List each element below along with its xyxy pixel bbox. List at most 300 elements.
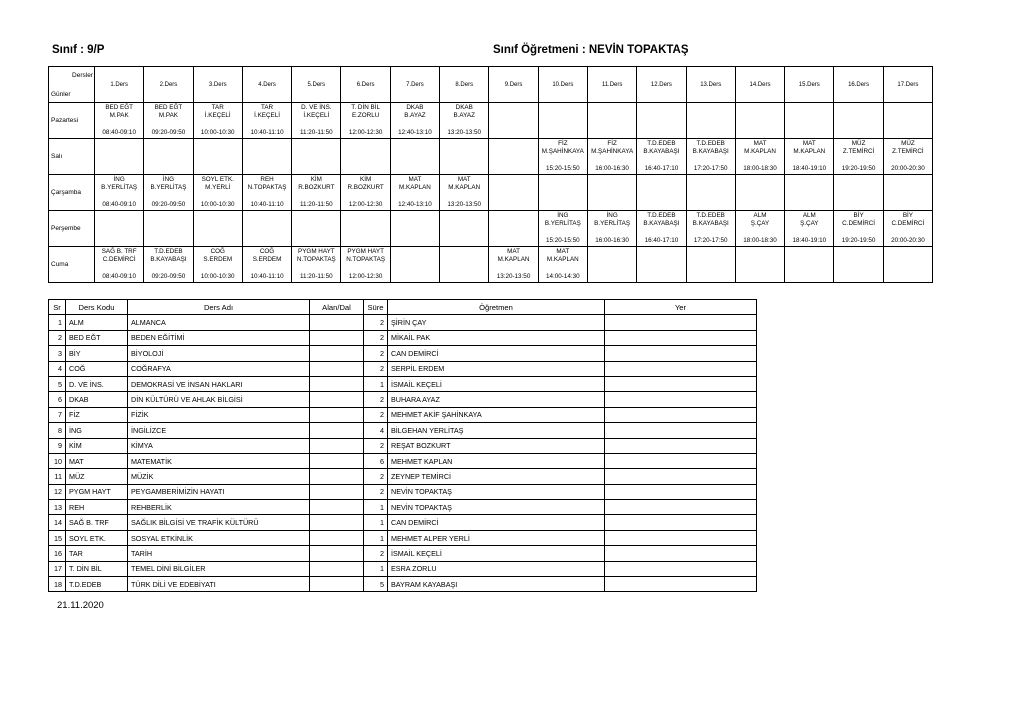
lesson-content: [194, 103, 242, 138]
course-code: REH: [66, 500, 128, 515]
course-row: [49, 361, 757, 376]
lesson-time: 15:20-15:50: [546, 165, 580, 173]
course-duration: 1: [364, 500, 388, 515]
lesson-content: [785, 175, 833, 210]
course-area: [310, 453, 364, 468]
course-row: [49, 346, 757, 361]
lesson-cell: [390, 247, 439, 283]
lesson-cell: [489, 103, 538, 139]
lesson-subject: KİM: [360, 176, 372, 183]
course-duration: 2: [364, 361, 388, 376]
course-area: [310, 561, 364, 576]
lesson-cell: [95, 139, 144, 175]
course-sr: 17: [49, 561, 66, 576]
lesson-content: [736, 139, 784, 174]
lesson-subject: BED EĞT: [154, 104, 183, 111]
schedule-corner-cell: [49, 67, 95, 103]
lesson-content: [292, 211, 340, 246]
course-area: [310, 361, 364, 376]
lesson-content: [144, 211, 192, 246]
lesson-content: [785, 103, 833, 138]
lesson-cell: [242, 247, 291, 283]
lesson-time: 11:20-11:50: [299, 129, 333, 137]
course-sr: 10: [49, 453, 66, 468]
col-header-place: Yer: [605, 300, 757, 315]
course-duration: 2: [364, 330, 388, 345]
lesson-teacher: B.KAYABAŞI: [643, 219, 680, 227]
lesson-subject: TAR: [211, 104, 224, 111]
lesson-cell: [341, 175, 390, 211]
course-place: [605, 577, 757, 592]
course-name: TEMEL DİNİ BİLGİLER: [128, 561, 310, 576]
course-sr: 5: [49, 376, 66, 391]
course-place: [605, 469, 757, 484]
lesson-content: [637, 103, 685, 138]
lesson-teacher: M.KAPLAN: [546, 255, 579, 263]
course-code: SAĞ B. TRF: [66, 515, 128, 530]
lesson-teacher: Ş.ÇAY: [750, 219, 770, 227]
lesson-cell: [785, 247, 834, 283]
lesson-teacher: N.TOPAKTAŞ: [346, 255, 386, 263]
course-name: ALMANCA: [128, 315, 310, 330]
period-header: 5.Ders: [292, 67, 341, 103]
lesson-content: [489, 103, 537, 138]
lesson-content: [292, 175, 340, 210]
day-row: [49, 211, 933, 247]
lesson-subject: T.D.EDEB: [647, 212, 676, 219]
course-header-row: [49, 300, 757, 315]
lesson-cell: [390, 139, 439, 175]
lesson-content: [292, 247, 340, 282]
lesson-content: [588, 247, 636, 282]
lesson-cell: [95, 211, 144, 247]
lesson-content: [736, 247, 784, 282]
course-teacher: BUHARA AYAZ: [388, 392, 605, 407]
course-duration: 1: [364, 561, 388, 576]
class-title: Sınıf : 9/P: [52, 44, 105, 56]
lesson-time: 17:20-17:50: [693, 165, 728, 173]
lesson-cell: [489, 211, 538, 247]
course-duration: 6: [364, 453, 388, 468]
course-code: T. DİN BİL: [66, 561, 128, 576]
course-row: [49, 469, 757, 484]
day-row: [49, 247, 933, 283]
lesson-cell: [144, 247, 193, 283]
course-code: TAR: [66, 546, 128, 561]
period-header: 6.Ders: [341, 67, 390, 103]
course-place: [605, 515, 757, 530]
course-code: COĞ: [66, 361, 128, 376]
print-date: 21.11.2020: [57, 600, 104, 611]
lesson-time: 18:40-19:10: [792, 165, 827, 173]
lesson-time: 09:20-09:50: [151, 273, 186, 281]
lesson-teacher: M.PAK: [109, 111, 129, 119]
course-place: [605, 530, 757, 545]
period-header: 14.Ders: [735, 67, 784, 103]
lesson-content: [341, 103, 389, 138]
course-duration: 2: [364, 484, 388, 499]
lesson-content: [440, 247, 488, 282]
lesson-subject: BED EĞT: [105, 104, 133, 111]
lesson-content: [144, 139, 192, 174]
lesson-subject: T.D.EDEB: [696, 140, 725, 147]
lesson-content: [637, 175, 685, 210]
lesson-content: [637, 139, 685, 174]
course-area: [310, 546, 364, 561]
lesson-content: [588, 103, 636, 138]
lesson-content: [489, 211, 537, 246]
course-name: TÜRK DİLİ VE EDEBİYATI: [128, 577, 310, 592]
lesson-time: 10:00-10:30: [200, 273, 235, 281]
lesson-subject: DKAB: [455, 104, 473, 111]
lesson-cell: [292, 103, 341, 139]
period-header: 11.Ders: [587, 67, 636, 103]
lesson-time: 10:40-11:10: [250, 129, 284, 137]
lesson-time: 10:40-11:10: [250, 201, 284, 209]
col-header-teacher: Öğretmen: [388, 300, 605, 315]
course-code: D. VE İNS.: [66, 376, 128, 391]
course-code: FİZ: [66, 407, 128, 422]
lesson-time: 19:20-19:50: [841, 165, 876, 173]
course-code: BİY: [66, 346, 128, 361]
lesson-time: 12:00-12:30: [348, 201, 383, 209]
lesson-time: 10:40-11:10: [250, 273, 284, 281]
lesson-time: 20:00-20:30: [891, 165, 925, 173]
lesson-time: 11:20-11:50: [299, 273, 333, 281]
lesson-teacher: B.YERLİTAŞ: [544, 219, 581, 227]
lesson-cell: [242, 103, 291, 139]
lesson-content: [144, 103, 192, 138]
lesson-cell: [144, 103, 193, 139]
course-name: FİZİK: [128, 407, 310, 422]
lesson-teacher: M.PAK: [158, 111, 179, 119]
lesson-time: 18:00-18:30: [743, 237, 777, 245]
lesson-content: [341, 139, 389, 174]
lesson-time: 12:00-12:30: [348, 129, 383, 137]
lesson-cell: [242, 175, 291, 211]
lesson-cell: [390, 103, 439, 139]
course-area: [310, 500, 364, 515]
period-header: 13.Ders: [686, 67, 735, 103]
course-teacher: NEVİN TOPAKTAŞ: [388, 484, 605, 499]
lesson-subject: İNG: [557, 212, 569, 219]
course-place: [605, 561, 757, 576]
lesson-cell: [587, 211, 636, 247]
lesson-cell: [587, 175, 636, 211]
course-code: DKAB: [66, 392, 128, 407]
lesson-cell: [292, 211, 341, 247]
course-place: [605, 361, 757, 376]
course-row: [49, 438, 757, 453]
course-name: TARİH: [128, 546, 310, 561]
lesson-content: [95, 139, 143, 174]
course-sr: 9: [49, 438, 66, 453]
lesson-content: [243, 139, 291, 174]
course-area: [310, 438, 364, 453]
course-area: [310, 330, 364, 345]
course-code: SOYL ETK.: [66, 530, 128, 545]
lesson-content: [95, 103, 143, 138]
lesson-content: [785, 247, 833, 282]
lesson-content: [243, 211, 291, 246]
course-name: COĞRAFYA: [128, 361, 310, 376]
course-duration: 2: [364, 546, 388, 561]
lesson-cell: [785, 175, 834, 211]
course-place: [605, 376, 757, 391]
lesson-subject: SOYL ETK.: [201, 176, 234, 183]
lesson-content: [884, 211, 932, 246]
col-header-area: Alan/Dal: [310, 300, 364, 315]
lesson-time: 11:20-11:50: [299, 201, 333, 209]
course-sr: 14: [49, 515, 66, 530]
lesson-cell: [587, 247, 636, 283]
lesson-subject: İNG: [162, 176, 175, 183]
lesson-cell: [489, 139, 538, 175]
course-teacher: MEHMET ALPER YERLİ: [388, 530, 605, 545]
course-list-table: [48, 299, 757, 592]
period-header: 2.Ders: [144, 67, 193, 103]
lesson-cell: [440, 175, 489, 211]
lesson-subject: ALM: [753, 212, 767, 219]
lesson-cell: [242, 139, 291, 175]
lesson-content: [194, 247, 242, 282]
course-area: [310, 469, 364, 484]
lesson-cell: [637, 211, 686, 247]
lesson-subject: MAT: [753, 140, 767, 147]
lesson-content: [391, 247, 439, 282]
course-area: [310, 423, 364, 438]
corner-days-label: Günler: [51, 91, 71, 98]
lesson-subject: SAĞ B. TRF: [101, 248, 137, 255]
lesson-content: [539, 103, 587, 138]
course-area: [310, 530, 364, 545]
lesson-cell: [637, 175, 686, 211]
lesson-time: 10:00-10:30: [200, 129, 235, 137]
lesson-cell: [341, 103, 390, 139]
lesson-teacher: Z.TEMİRCİ: [892, 147, 924, 155]
course-place: [605, 423, 757, 438]
lesson-subject: COĞ: [210, 248, 225, 255]
course-sr: 2: [49, 330, 66, 345]
period-header: 3.Ders: [193, 67, 242, 103]
course-place: [605, 438, 757, 453]
lesson-cell: [686, 175, 735, 211]
lesson-content: [588, 175, 636, 210]
lesson-content: [539, 247, 587, 282]
course-row: [49, 515, 757, 530]
lesson-content: [539, 139, 587, 174]
lesson-teacher: B.KAYABAŞI: [692, 147, 729, 155]
day-label: Cuma: [49, 247, 95, 283]
course-place: [605, 330, 757, 345]
lesson-content: [687, 175, 735, 210]
lesson-cell: [538, 103, 587, 139]
course-sr: 16: [49, 546, 66, 561]
course-place: [605, 407, 757, 422]
lesson-subject: TAR: [260, 104, 274, 111]
course-row: [49, 376, 757, 391]
day-row: [49, 103, 933, 139]
course-code: MÜZ: [66, 469, 128, 484]
lesson-time: 08:40-09:10: [102, 273, 136, 281]
lesson-cell: [883, 103, 932, 139]
period-header: 9.Ders: [489, 67, 538, 103]
course-name: SOSYAL ETKİNLİK: [128, 530, 310, 545]
lesson-subject: PYGM HAYT: [347, 248, 384, 255]
lesson-teacher: B.AYAZ: [404, 111, 426, 119]
lesson-content: [834, 175, 882, 210]
lesson-time: 13:20-13:50: [447, 201, 482, 209]
course-name: MATEMATİK: [128, 453, 310, 468]
course-place: [605, 346, 757, 361]
lesson-teacher: İ.KEÇELİ: [303, 111, 330, 119]
lesson-content: [834, 103, 882, 138]
course-row: [49, 561, 757, 576]
day-label: Salı: [49, 139, 95, 175]
lesson-content: [243, 103, 291, 138]
course-sr: 18: [49, 577, 66, 592]
lesson-time: 13:20-13:50: [447, 129, 482, 137]
period-header: 15.Ders: [785, 67, 834, 103]
lesson-cell: [735, 175, 784, 211]
lesson-teacher: M.ŞAHİNKAYA: [541, 147, 584, 155]
lesson-content: [440, 139, 488, 174]
course-code: T.D.EDEB: [66, 577, 128, 592]
course-duration: 1: [364, 530, 388, 545]
lesson-time: 12:40-13:10: [398, 201, 432, 209]
lesson-content: [243, 247, 291, 282]
lesson-subject: MÜZ: [901, 140, 915, 147]
lesson-subject: İNG: [606, 212, 618, 219]
lesson-teacher: C.DEMİRCİ: [891, 219, 925, 227]
course-teacher: CAN DEMİRCİ: [388, 346, 605, 361]
lesson-cell: [587, 139, 636, 175]
lesson-cell: [489, 247, 538, 283]
lesson-cell: [834, 139, 883, 175]
lesson-cell: [341, 247, 390, 283]
course-teacher: BAYRAM KAYABAŞI: [388, 577, 605, 592]
lesson-content: [194, 211, 242, 246]
course-duration: 5: [364, 577, 388, 592]
period-header: 8.Ders: [440, 67, 489, 103]
lesson-time: 16:40-17:10: [644, 165, 679, 173]
lesson-cell: [440, 247, 489, 283]
lesson-subject: MAT: [408, 176, 422, 183]
lesson-cell: [834, 247, 883, 283]
lesson-time: 09:20-09:50: [151, 129, 186, 137]
lesson-subject: MAT: [802, 140, 816, 147]
course-sr: 3: [49, 346, 66, 361]
lesson-teacher: C.DEMİRCİ: [842, 219, 876, 227]
course-area: [310, 515, 364, 530]
lesson-teacher: M.KAPLAN: [744, 147, 776, 155]
lesson-content: [785, 139, 833, 174]
course-place: [605, 500, 757, 515]
lesson-content: [391, 103, 439, 138]
lesson-cell: [883, 211, 932, 247]
lesson-teacher: R.BOZKURT: [298, 183, 335, 191]
lesson-subject: FİZ: [607, 140, 617, 147]
lesson-time: 08:40-09:10: [102, 201, 136, 209]
lesson-content: [785, 211, 833, 246]
lesson-cell: [785, 139, 834, 175]
course-teacher: BİLGEHAN YERLİTAŞ: [388, 423, 605, 438]
course-row: [49, 500, 757, 515]
lesson-time: 10:00-10:30: [200, 201, 235, 209]
period-header: 1.Ders: [95, 67, 144, 103]
course-sr: 8: [49, 423, 66, 438]
course-name: DİN KÜLTÜRÜ VE AHLAK BİLGİSİ: [128, 392, 310, 407]
lesson-time: 12:40-13:10: [398, 129, 432, 137]
course-place: [605, 546, 757, 561]
lesson-teacher: R.BOZKURT: [347, 183, 384, 191]
lesson-cell: [144, 175, 193, 211]
period-header: 16.Ders: [834, 67, 883, 103]
lesson-cell: [883, 247, 932, 283]
lesson-time: 18:00-18:30: [743, 165, 777, 173]
lesson-subject: T. DİN BİL: [351, 104, 380, 111]
lesson-content: [391, 139, 439, 174]
lesson-content: [489, 175, 537, 210]
lesson-content: [687, 139, 735, 174]
schedule-header-row: [49, 67, 933, 103]
course-row: [49, 392, 757, 407]
course-duration: 1: [364, 515, 388, 530]
lesson-content: [489, 139, 537, 174]
lesson-cell: [341, 139, 390, 175]
col-header-duration: Süre: [364, 300, 388, 315]
course-code: İNG: [66, 423, 128, 438]
lesson-content: [341, 175, 389, 210]
period-header: 12.Ders: [637, 67, 686, 103]
period-header: 7.Ders: [390, 67, 439, 103]
lesson-subject: ALM: [802, 212, 816, 219]
lesson-cell: [144, 139, 193, 175]
lesson-subject: PYGM HAYT: [298, 248, 335, 255]
lesson-cell: [686, 247, 735, 283]
lesson-content: [144, 247, 192, 282]
course-name: REHBERLİK: [128, 500, 310, 515]
course-name: KİMYA: [128, 438, 310, 453]
lesson-teacher: İ.KEÇELİ: [254, 111, 280, 119]
lesson-cell: [735, 139, 784, 175]
lesson-teacher: M.KAPLAN: [448, 183, 481, 191]
lesson-time: 08:40-09:10: [102, 129, 136, 137]
lesson-content: [637, 211, 685, 246]
lesson-teacher: M.KAPLAN: [497, 255, 530, 263]
lesson-teacher: B.YERLİTAŞ: [594, 219, 631, 227]
lesson-cell: [834, 175, 883, 211]
day-label: Pazartesi: [49, 103, 95, 139]
lesson-cell: [390, 175, 439, 211]
lesson-cell: [144, 211, 193, 247]
lesson-content: [539, 175, 587, 210]
lesson-content: [243, 175, 291, 210]
lesson-content: [292, 103, 340, 138]
lesson-cell: [834, 211, 883, 247]
lesson-cell: [292, 247, 341, 283]
lesson-cell: [440, 211, 489, 247]
course-teacher: İSMAİL KEÇELİ: [388, 546, 605, 561]
course-duration: 1: [364, 376, 388, 391]
lesson-teacher: İ.KEÇELİ: [204, 111, 231, 119]
course-place: [605, 392, 757, 407]
lesson-content: [884, 247, 932, 282]
course-duration: 2: [364, 407, 388, 422]
lesson-content: [489, 247, 537, 282]
lesson-cell: [341, 211, 390, 247]
lesson-cell: [489, 175, 538, 211]
